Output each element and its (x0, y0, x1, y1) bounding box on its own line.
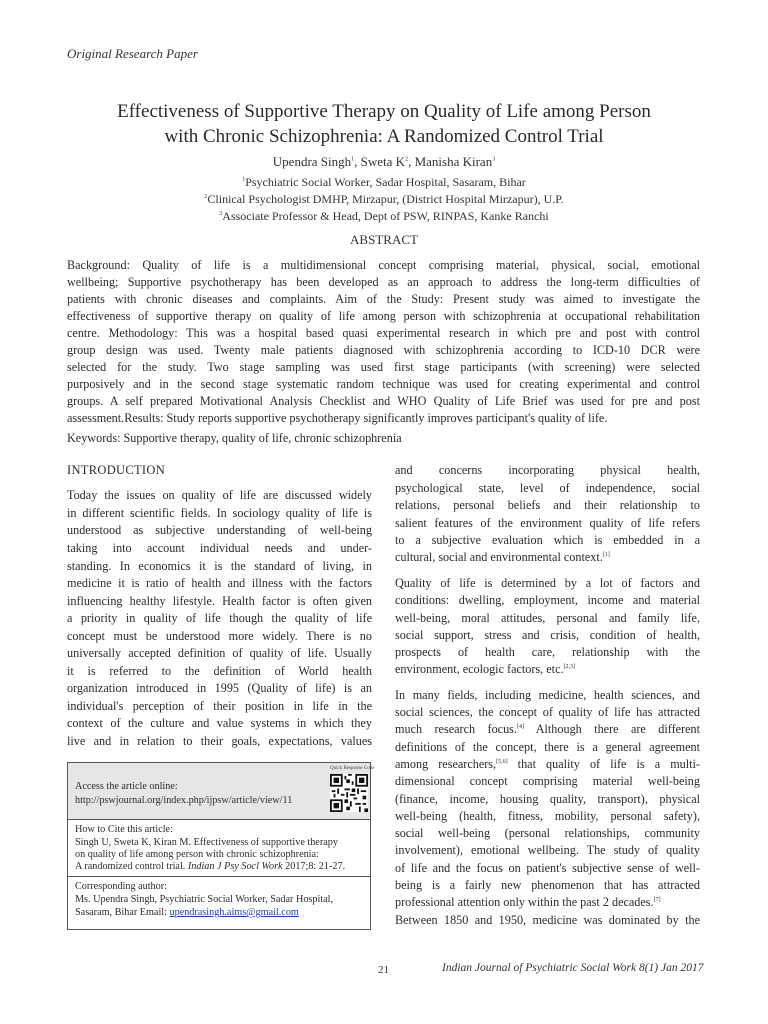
qr-code-icon[interactable] (330, 774, 368, 812)
citation-ref: [7] (653, 896, 661, 903)
body-line (395, 722, 700, 737)
body-line (395, 895, 700, 910)
body-line: organization introduced in 1995 (Quality of life) is an (67, 681, 372, 695)
abstract-line: group design was used. Twenty male patients diagnosed with schizophrenia according to ICD-10 DCR were (67, 343, 700, 357)
body-line: Today the issues on quality of life are discussed widely (67, 488, 372, 502)
body-line: universally accepted definition of quality of life. Usually (67, 646, 372, 660)
access-label: Access the article online: (75, 781, 178, 792)
qr-code-label: Quick Response Code (330, 766, 375, 771)
article-type-label: Original Research Paper (67, 46, 198, 61)
body-line: and concerns incorporating physical health, (395, 463, 700, 477)
abstract-heading: ABSTRACT (350, 232, 418, 247)
cite-text: A randomized control trial. (75, 861, 188, 872)
body-line (395, 757, 700, 772)
author-name: Manisha Kiran (414, 154, 493, 169)
body-text: environment, ecologic factors, etc. (395, 662, 564, 676)
abstract-line: wellbeing; Supportive psychotherapy has been developed as an approach to address the long-term difficulties of (67, 275, 700, 289)
author-list: Upendra Singh$^1$, Sweta $K^2$, Manisha Kiran$^3$ (272, 154, 496, 169)
affiliation-text: Psychiatric Social Worker, Sadar Hospital, Sasaram, Bihar (245, 175, 526, 189)
cite-line (75, 861, 345, 872)
body-line: involvement), emotional wellbeing. The study of quality (395, 843, 700, 857)
affiliation (60, 175, 708, 190)
body-line: live and in relation to their goals, expectations, values (67, 734, 372, 748)
title-line: Effectiveness of Supportive Therapy on Quality of Life among Person (117, 101, 651, 122)
section-heading-introduction: INTRODUCTION (67, 463, 166, 477)
abstract-line: Background: Quality of life is a multidimensional concept comprising material, physical, social, emotional (67, 258, 700, 272)
body-line: individual's perception of their position in life in the (67, 699, 372, 713)
body-line: understood as subjective understanding of well-being (67, 523, 372, 537)
cite-heading: How to Cite this article: (75, 824, 173, 835)
abstract-line: purposively and in the second stage systematic random technique was used for creating experimental and control (67, 377, 700, 391)
body-line: conditions: dwelling, employment, income and material (395, 593, 700, 607)
abstract-line: patients with chronic diseases and complaints. Aim of the Study: Present study was aimed to investigate the (67, 292, 700, 306)
body-line: Between 1850 and 1950, medicine was dominated by the (395, 913, 700, 927)
body-line (395, 662, 700, 677)
abstract-line: groups. A self prepared Motivational Analysis Checklist and WHO Quality of Life Brief was used for pre and post (67, 394, 700, 408)
citation-ref: [1] (602, 551, 610, 558)
body-line: it is referred to the definition of World health (67, 664, 372, 678)
author-name: Upendra Singh (272, 154, 352, 169)
body-text: cultural, social and environmental context. (395, 550, 603, 564)
author-sup: 2 (405, 156, 409, 163)
cite-text: 2017;8: 21-27. (282, 861, 346, 872)
keywords: Keywords: Supportive therapy, quality of life, chronic schizophrenia (67, 431, 402, 445)
body-line: Quality of life is determined by a lot of factors and (395, 576, 700, 590)
body-line: context of the culture and value systems in which they (67, 716, 372, 730)
corresponding-text: Sasaram, Bihar Email: (75, 907, 170, 918)
body-line: of life and the focus on patient's subjective sense of well- (395, 861, 700, 875)
body-line: prospects of health care, relationship with the (395, 645, 700, 659)
author-sup: 3 (492, 156, 496, 163)
body-line: (finance, income, housing quality, transport), physical (395, 792, 700, 806)
body-text: much research focus. (395, 722, 517, 736)
corresponding-heading: Corresponding author: (75, 881, 167, 892)
citation-ref: [4] (516, 723, 524, 730)
title-line: with Chronic Schizophrenia: A Randomized Control Trial (164, 126, 604, 147)
affiliation-text: Clinical Psychologist DMHP, Mirzapur, (District Hospital Mirzapur), U.P. (207, 192, 564, 206)
author-sup: 1 (351, 156, 355, 163)
body-line: influencing healthy lifestyle. Health factor is often given (67, 594, 372, 608)
page-number: 21 (378, 964, 389, 976)
cite-journal: Indian J Psy Socl Work (187, 861, 283, 872)
body-line: being is a fairly new phenomenon that has attracted (395, 878, 700, 892)
body-text: Although there are different (523, 722, 700, 736)
body-text: among researchers, (395, 757, 497, 771)
body-line: relations, personal beliefs and their relationship to (395, 498, 700, 512)
body-line (395, 550, 700, 565)
body-text: professional attention only within the past 2 decades. (395, 895, 654, 909)
citation-ref: [2,3] (563, 663, 576, 670)
body-line: standing. In economics it is the standard of living, in (67, 559, 372, 573)
body-line: medicine it is ratio of health and illness with the factors (67, 576, 372, 590)
cite-line: Singh U, Sweta K, Kiran M. Effectiveness of supportive therapy (75, 837, 338, 848)
affiliation-sup: 3 (219, 211, 223, 217)
access-url-link[interactable]: http://pswjournal.org/index.php/ijpsw/article/view/11 (75, 795, 293, 806)
body-line: social support, stress and crisis, condition of health, (395, 628, 700, 642)
body-line: in different scientific fields. In sociology quality of life is (67, 506, 372, 520)
body-line: definitions of the concept, there is a general agreement (395, 740, 700, 754)
box-divider (68, 876, 370, 877)
abstract-line: assessment.Results: Study reports supportive psychotherapy significantly improves participant's quality of life. (67, 411, 608, 425)
body-line: well-being, moral attitudes, personal and family life, (395, 611, 700, 625)
cite-line: on quality of life among person with chronic schizophrenia: (75, 849, 319, 860)
affiliation (60, 192, 708, 207)
article-info-box (67, 762, 375, 930)
abstract-line: selected for the study. Two stage sampling was used first stage participants (with screening) were selected (67, 360, 700, 374)
body-text: that quality of life is a multi- (507, 757, 700, 771)
abstract-line: effectiveness of supportive therapy on quality of life among person with schizophrenia at occupational rehabilitation (67, 309, 700, 323)
affiliation-sup: 2 (204, 194, 208, 200)
corresponding-line: Ms. Upendra Singh, Psychiatric Social Worker, Sadar Hospital, (75, 894, 334, 905)
body-line: salient features of the environment quality of life refers (395, 516, 700, 530)
body-line: dimensional concept comprising material well-being (395, 774, 700, 788)
citation-ref: [5,6] (496, 758, 508, 765)
body-line: well-being (health, fitness, mobility, personal safety), (395, 809, 700, 823)
corresponding-line (75, 907, 299, 918)
body-line: social sciences, the concept of quality of life has attracted (395, 705, 700, 719)
body-line: a priority in quality of life though the quality of life (67, 611, 372, 625)
author-name: Sweta K (360, 154, 406, 169)
affiliation-sup: 1 (242, 177, 246, 183)
body-line: psychological state, level of independence, social (395, 481, 700, 495)
affiliation (60, 209, 708, 224)
body-line: In many fields, including medicine, health sciences, and (395, 688, 700, 702)
access-section (68, 763, 375, 820)
paper-title (60, 99, 708, 149)
email-link[interactable]: upendrasingh.aims@gmail.com (169, 907, 299, 918)
body-line: taking into account individual needs and under- (67, 541, 372, 555)
body-line: social well-being (personal relationships, community (395, 826, 700, 840)
body-line: to a subjective evaluation which is embedded in a (395, 533, 700, 547)
abstract-line: centre. Methodology: This was a hospital based quasi experimental research in which pre and post with control (67, 326, 700, 340)
journal-footer: Indian Journal of Psychiatric Social Work 8(1) Jan 2017 (442, 962, 704, 974)
affiliation-text: Associate Professor & Head, Dept of PSW, RINPAS, Kanke Ranchi (222, 209, 549, 223)
body-line: concept must be understood more widely. There is no (67, 629, 372, 643)
